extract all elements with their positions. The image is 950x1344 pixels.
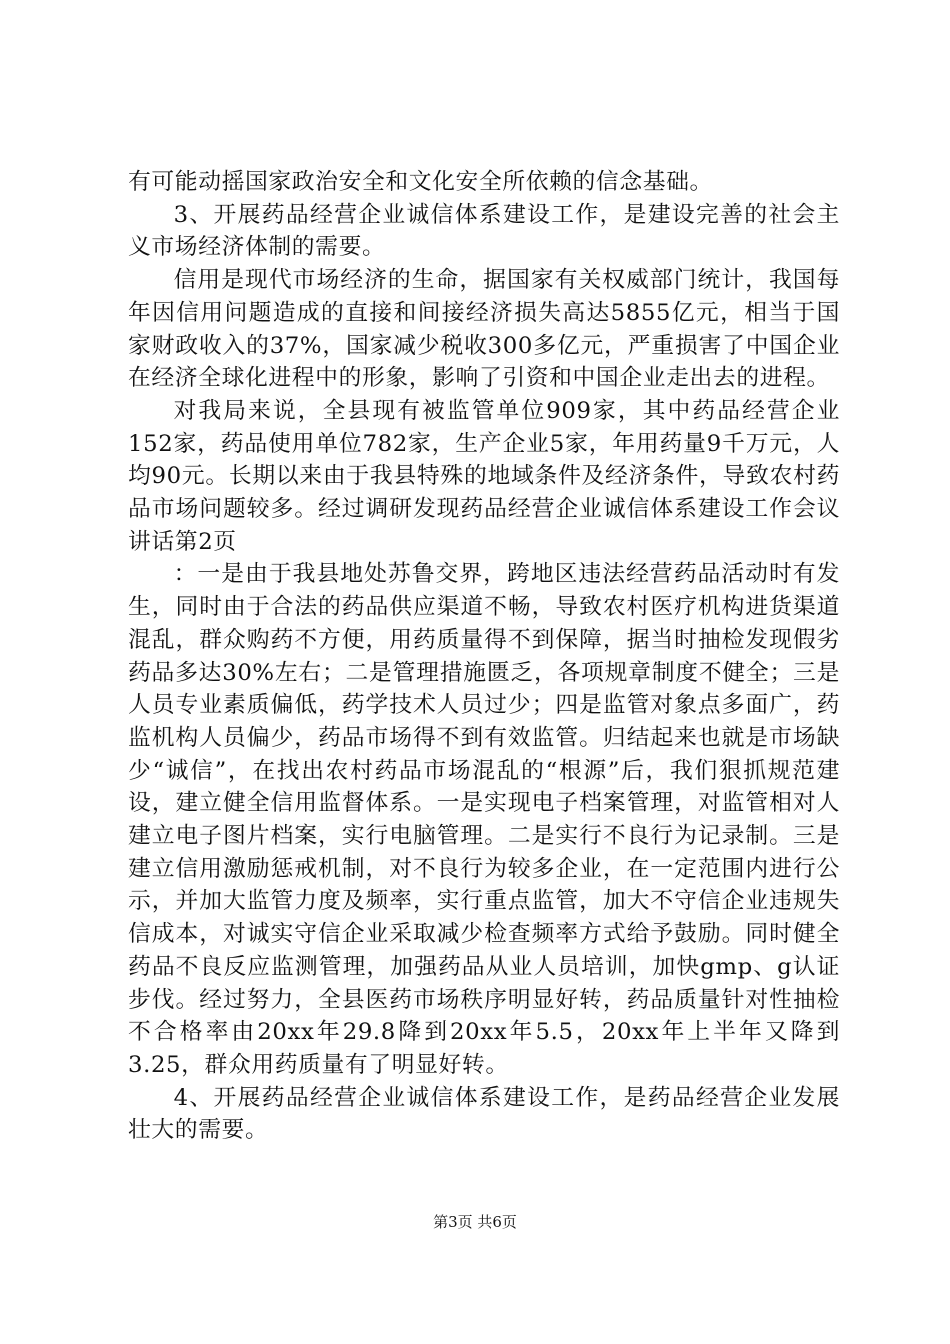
paragraph-5: ：一是由于我县地处苏鲁交界，跨地区违法经营药品活动时有发生，同时由于合法的药品供应渠道不畅，导致农村医疗机构进货渠道混乱，群众购药不方便，用药质量得不到保障，据当时抽检发现假劣药品多达30%左右；二是管理措施匮乏，各项规章制度不健全；三是人员专业素质偏低，药学技术人员过少；四是监管对象点多面广，药监机构人员偏少，药品市场得不到有效监管。归结起来也就是市场缺少“诚信”，在找出农村药品市场混乱的“根源”后，我们狠抓规范建设，建立健全信用监督体系。一是实现电子档案管理，对监管相对人建立电子图片档案，实行电脑管理。二是实行不良行为记录制。三是建立信用激励惩戒机制，对不良行为较多企业，在一定范围内进行公示，并加大监管力度及频率，实行重点监管，加大不守信企业违规失信成本，对诚实守信企业采取减少检查频率方式给予鼓励。同时健全药品不良反应监测管理，加强药品从业人员培训，加快gmp、g认证步伐。经过努力，全县医药市场秩序明显好转，药品质量针对性抽检不合格率由20xx年29.8降到20xx年5.5，20xx年上半年又降到3.25，群众用药质量有了明显好转。: [128, 561, 840, 1078]
paragraph-3: 信用是现代市场经济的生命，据国家有关权威部门统计，我国每年因信用问题造成的直接和间接经济损失高达5855亿元，相当于国家财政收入的37%，国家减少税收300多亿元，严重损害了中国企业在经济全球化进程中的形象，影响了引资和中国企业走出去的进程。: [128, 267, 840, 392]
page-number-footer: 第3页 共6页: [433, 1213, 517, 1231]
paragraph-4: 对我局来说，全县现有被监管单位909家，其中药品经营企业152家，药品使用单位782家，生产企业5家，年用药量9千万元，人均90元。长期以来由于我县特殊的地域条件及经济条件，导致农村药品市场问题较多。经过调研发现药品经营企业诚信体系建设工作会议讲话第2页: [128, 397, 840, 555]
paragraph-1: 有可能动摇国家政治安全和文化安全所依赖的信念基础。: [128, 169, 713, 195]
paragraph-6: 4、开展药品经营企业诚信体系建设工作，是药品经营企业发展壮大的需要。: [128, 1084, 840, 1144]
paragraph-2: 3、开展药品经营企业诚信体系建设工作，是建设完善的社会主义市场经济体制的需要。: [128, 201, 840, 261]
document-body: [128, 166, 840, 1147]
